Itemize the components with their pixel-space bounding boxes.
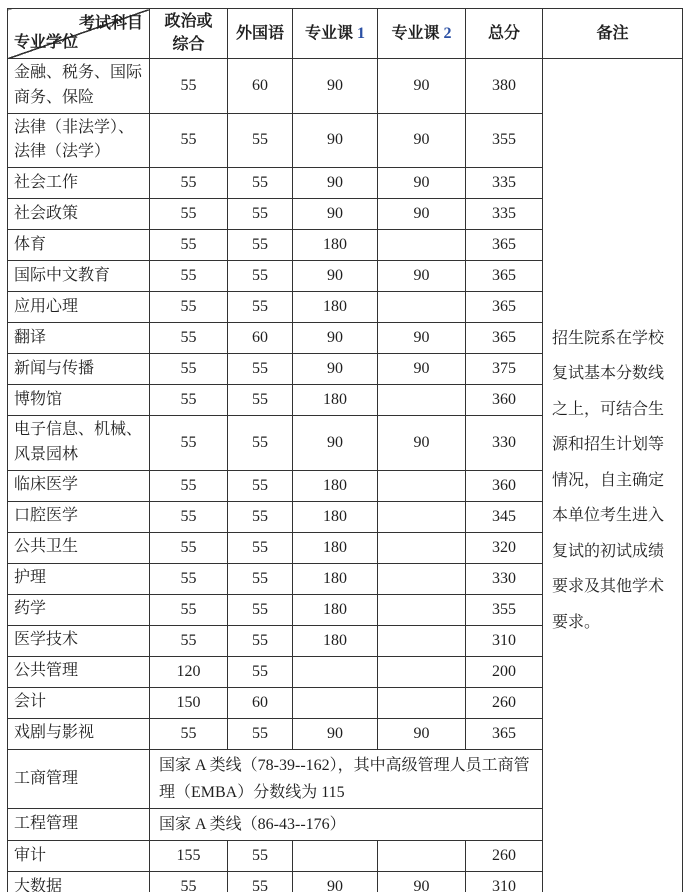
score-cell: 55 — [228, 470, 293, 501]
remarks-cell: 招生院系在学校复试基本分数线之上，可结合生源和招生计划等情况，自主确定本单位考生进入复试的初试成绩要求及其他学术要求。 — [543, 59, 683, 892]
score-cell: 335 — [466, 199, 543, 230]
corner-exam-subjects-label: 考试科目 — [78, 15, 143, 32]
score-table-body — [8, 59, 683, 892]
score-cell: 55 — [150, 501, 228, 532]
col-header-major-course-2-label: 专业课 — [391, 24, 440, 42]
major-label-cell: 体育 — [8, 230, 150, 261]
major-label-cell: 法律（非法学）、法律（法学） — [8, 113, 150, 168]
major-label-cell: 公共卫生 — [8, 532, 150, 563]
score-cell: 60 — [228, 687, 293, 718]
major-label-cell: 药学 — [8, 594, 150, 625]
score-cell: 90 — [378, 113, 466, 168]
score-cell: 55 — [150, 872, 228, 892]
major-label-cell: 医学技术 — [8, 625, 150, 656]
score-cell: 90 — [293, 199, 378, 230]
score-cell — [378, 292, 466, 323]
score-cell: 90 — [378, 416, 466, 471]
major-label-cell: 大数据 — [8, 872, 150, 892]
score-cell: 55 — [150, 532, 228, 563]
score-cell: 55 — [150, 323, 228, 354]
score-cell: 55 — [150, 199, 228, 230]
score-cell: 55 — [150, 354, 228, 385]
score-cell — [293, 841, 378, 872]
score-cell: 55 — [228, 292, 293, 323]
major-label-cell: 应用心理 — [8, 292, 150, 323]
col-header-politics-line1: 政治或 — [164, 13, 213, 31]
score-cell: 90 — [378, 323, 466, 354]
score-cell: 55 — [228, 416, 293, 471]
corner-header-cell — [8, 9, 150, 59]
score-cell: 180 — [293, 501, 378, 532]
major-label-cell: 博物馆 — [8, 385, 150, 416]
score-cell: 260 — [466, 841, 543, 872]
score-cell — [378, 532, 466, 563]
score-cell: 55 — [228, 563, 293, 594]
score-cell: 55 — [150, 261, 228, 292]
score-cell: 55 — [228, 199, 293, 230]
score-cell: 330 — [466, 416, 543, 471]
score-cell — [378, 563, 466, 594]
score-cell: 55 — [228, 501, 293, 532]
col-header-major-course-2 — [378, 9, 466, 59]
major-label-cell: 社会政策 — [8, 199, 150, 230]
score-cell — [378, 841, 466, 872]
score-cell: 55 — [150, 563, 228, 594]
score-cell: 360 — [466, 470, 543, 501]
major-label-cell: 工商管理 — [8, 749, 150, 808]
score-cell: 380 — [466, 59, 543, 114]
major-label-cell: 公共管理 — [8, 656, 150, 687]
major-label-cell: 金融、税务、国际商务、保险 — [8, 59, 150, 114]
score-cell: 55 — [228, 625, 293, 656]
score-cell: 60 — [228, 59, 293, 114]
score-cell: 55 — [150, 59, 228, 114]
score-cell: 90 — [293, 323, 378, 354]
score-cell: 55 — [228, 168, 293, 199]
score-cell: 55 — [228, 354, 293, 385]
score-cell: 365 — [466, 323, 543, 354]
col-header-major-course-1-label: 专业课 — [304, 24, 353, 42]
col-header-major-course-1-number: 1 — [357, 24, 365, 42]
score-cell: 365 — [466, 230, 543, 261]
score-cell: 180 — [293, 532, 378, 563]
major-label-cell: 审计 — [8, 841, 150, 872]
score-cell: 180 — [293, 292, 378, 323]
score-cell: 55 — [228, 385, 293, 416]
major-label-cell: 护理 — [8, 563, 150, 594]
major-label-cell: 会计 — [8, 687, 150, 718]
major-label-cell: 电子信息、机械、风景园林 — [8, 416, 150, 471]
score-cell: 330 — [466, 563, 543, 594]
score-cell: 90 — [378, 718, 466, 749]
score-cell: 55 — [228, 261, 293, 292]
merged-national-line-cell: 国家 A 类线（78-39--162），其中高级管理人员工商管理（EMBA）分数线为 115 — [150, 749, 543, 808]
score-cell: 355 — [466, 594, 543, 625]
score-cell: 310 — [466, 625, 543, 656]
col-header-politics-line2: 综合 — [172, 35, 205, 53]
score-cell: 90 — [293, 168, 378, 199]
score-cell: 90 — [293, 872, 378, 892]
score-cell: 55 — [150, 625, 228, 656]
score-cell: 55 — [228, 532, 293, 563]
score-cell: 90 — [293, 113, 378, 168]
score-cell: 55 — [150, 292, 228, 323]
score-table — [7, 8, 683, 892]
score-cell: 55 — [228, 230, 293, 261]
score-cell: 90 — [293, 718, 378, 749]
score-cell: 180 — [293, 625, 378, 656]
score-cell — [378, 230, 466, 261]
score-cell: 55 — [228, 113, 293, 168]
major-label-cell: 国际中文教育 — [8, 261, 150, 292]
score-cell — [378, 687, 466, 718]
score-cell: 335 — [466, 168, 543, 199]
score-cell: 55 — [150, 470, 228, 501]
major-label-cell: 工程管理 — [8, 809, 150, 841]
score-cell: 90 — [293, 354, 378, 385]
score-cell: 55 — [150, 230, 228, 261]
corner-degree-label: 专业学位 — [14, 34, 79, 52]
score-cell: 90 — [378, 261, 466, 292]
score-cell: 180 — [293, 230, 378, 261]
score-cell: 90 — [378, 872, 466, 892]
score-cell — [378, 470, 466, 501]
col-header-foreign-language: 外国语 — [228, 9, 293, 59]
major-label-cell: 口腔医学 — [8, 501, 150, 532]
score-cell: 55 — [150, 718, 228, 749]
score-cell: 55 — [150, 594, 228, 625]
score-cell: 150 — [150, 687, 228, 718]
score-cell: 320 — [466, 532, 543, 563]
score-cell — [378, 594, 466, 625]
header-row — [8, 9, 683, 59]
score-cell: 260 — [466, 687, 543, 718]
score-cell — [378, 656, 466, 687]
score-cell: 90 — [293, 261, 378, 292]
col-header-total-score: 总分 — [466, 9, 543, 59]
score-cell: 55 — [150, 168, 228, 199]
score-cell: 55 — [228, 594, 293, 625]
score-cell: 55 — [228, 718, 293, 749]
score-cell: 200 — [466, 656, 543, 687]
score-cell: 90 — [293, 416, 378, 471]
major-label-cell: 新闻与传播 — [8, 354, 150, 385]
score-cell — [293, 687, 378, 718]
score-cell: 355 — [466, 113, 543, 168]
score-cell: 120 — [150, 656, 228, 687]
score-cell — [378, 625, 466, 656]
score-cell: 55 — [150, 416, 228, 471]
score-cell: 365 — [466, 261, 543, 292]
score-cell: 310 — [466, 872, 543, 892]
major-label-cell: 临床医学 — [8, 470, 150, 501]
score-cell: 365 — [466, 292, 543, 323]
major-label-cell: 社会工作 — [8, 168, 150, 199]
score-cell: 360 — [466, 385, 543, 416]
table-row — [8, 59, 683, 114]
score-cell: 90 — [378, 168, 466, 199]
col-header-politics-or-comprehensive — [150, 9, 228, 59]
score-cell: 55 — [228, 841, 293, 872]
score-cell: 155 — [150, 841, 228, 872]
score-cell — [378, 501, 466, 532]
score-cell: 90 — [378, 59, 466, 114]
score-cell: 180 — [293, 470, 378, 501]
score-cell: 55 — [228, 656, 293, 687]
score-cell: 365 — [466, 718, 543, 749]
col-header-major-course-1 — [293, 9, 378, 59]
score-cell: 180 — [293, 385, 378, 416]
score-cell: 55 — [228, 872, 293, 892]
score-cell: 180 — [293, 594, 378, 625]
merged-national-line-cell: 国家 A 类线（86-43--176） — [150, 809, 543, 841]
score-cell — [378, 385, 466, 416]
score-cell: 55 — [150, 385, 228, 416]
score-cell: 60 — [228, 323, 293, 354]
score-cell: 345 — [466, 501, 543, 532]
score-cell: 55 — [150, 113, 228, 168]
major-label-cell: 翻译 — [8, 323, 150, 354]
score-cell: 375 — [466, 354, 543, 385]
col-header-major-course-2-number: 2 — [443, 24, 452, 42]
score-cell — [293, 656, 378, 687]
score-cell: 180 — [293, 563, 378, 594]
score-cell: 90 — [378, 199, 466, 230]
score-cell: 90 — [378, 354, 466, 385]
col-header-remarks: 备注 — [543, 9, 683, 59]
major-label-cell: 戏剧与影视 — [8, 718, 150, 749]
score-cell: 90 — [293, 59, 378, 114]
